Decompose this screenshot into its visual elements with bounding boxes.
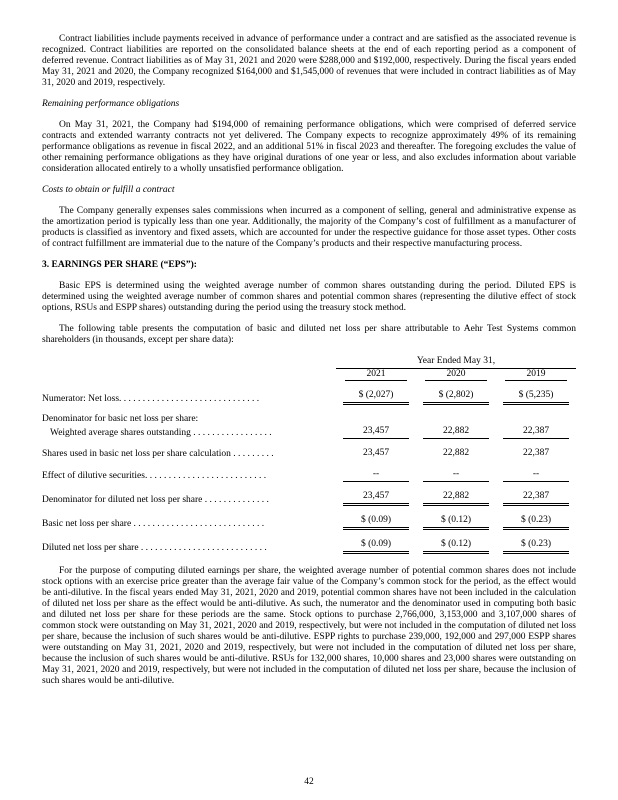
table-year-header-row: [42, 369, 576, 381]
row-label: Effect of dilutive securities. . . . . . . . . . . . . . . . . . . . . . . . . .: [42, 471, 267, 481]
cell-value: $ (0.09): [343, 515, 409, 530]
table-row-diluted-net-loss-per-share: [42, 530, 576, 554]
page-number: 42: [304, 777, 314, 787]
table-row-denominator-diluted: [42, 482, 576, 506]
year-column-2020: 2020: [425, 369, 487, 381]
cell-value: $ (5,235): [503, 390, 569, 405]
cell-value: $ (0.23): [503, 515, 569, 530]
cell-value: 23,457: [362, 448, 390, 458]
paragraph-antidilutive: For the purpose of computing diluted earnings per share, the weighted average number of potential common shares does not include stock options with an exercise price greater than the average fair value of the Company’s common stock for the period, as the effect would be anti-dilutive. In the fiscal years ended May 31, 2021, 2020 and 2019, potential common shares have not been included in the calculation of diluted net loss per share as the effect would be anti-dilutive. As such, the numerator and the denominator used in computing both basic and diluted net loss per share for these periods are the same. Stock options to purchase 2,766,000, 3,153,000 and 3,107,000 shares of common stock were outstanding on May 31, 2021, 2020 and 2019, respectively, but were not included in the computation of diluted net loss per share, because the inclusion of such shares would be anti-dilutive. ESPP rights to purchase 239,000, 192,000 and 297,000 ESPP shares were outstanding on May 31, 2021, 2020 and 2019, respectively, but were not included in the computation of diluted net loss per share, because the inclusion of such shares would be anti-dilutive. RSUs for 132,000 shares, 10,000 shares and 23,000 shares were outstanding on May 31, 2021, 2020 and 2019, respectively, but were not included in the computation of diluted net loss per share, because the inclusion of such shares would be anti-dilutive.: [42, 566, 576, 686]
table-span-header: Year Ended May 31,: [336, 356, 576, 369]
table-row-shares-used-basic: [42, 439, 576, 460]
paragraph-remaining-performance-obligations: On May 31, 2021, the Company had $194,000 of remaining performance obligations, which were comprised of deferred service contracts and extended warranty contracts not yet delivered. The Company expects to recognize approximately 49% of its remaining performance obligations as revenue in fiscal 2022, and an additional 51% in fiscal 2023 and thereafter. The foregoing excludes the value of other remaining performance obligations as they have original durations of one year or less, and also excludes information about variable consideration allocated entirely to a wholly unsatisfied performance obligation.: [42, 120, 576, 174]
row-label: Diluted net loss per share . . . . . . . . . . . . . . . . . . . . . . . . . . .: [42, 543, 267, 553]
table-row-basic-net-loss-per-share: [42, 506, 576, 530]
row-label: Basic net loss per share . . . . . . . . . . . . . . . . . . . . . . . . . . . .: [42, 519, 265, 529]
subheading-costs-to-obtain-contract: Costs to obtain or fulfill a contract: [42, 185, 175, 195]
row-label: Shares used in basic net loss per share calculation . . . . . . . . .: [42, 449, 274, 459]
cell-value: $ (2,027): [343, 390, 409, 405]
paragraph-costs-to-obtain-contract: The Company generally expenses sales commissions when incurred as a component of selling, general and administrative expense as the amortization period is typically less than one year. Additionally, the majority of the Company’s cost of fulfillment as a manufacturer of products is classified as inventory and fixed assets, which are accounted for under the respective guidance for those asset types. Other costs of contract fulfillment are immaterial due to the nature of the Company’s products and their respective manufacturing process.: [42, 206, 576, 249]
cell-value: --: [423, 469, 489, 482]
cell-value: --: [343, 469, 409, 482]
cell-value: 22,387: [503, 491, 569, 506]
year-column-2019: 2019: [505, 369, 567, 381]
paragraph-table-intro: The following table presents the computation of basic and diluted net loss per share attributable to Aehr Test Systems common shareholders (in thousands, except per share data):: [42, 324, 576, 345]
cell-value: 22,387: [503, 426, 569, 439]
subheading-remaining-performance-obligations: Remaining performance obligations: [42, 99, 180, 109]
paragraph-contract-liabilities: Contract liabilities include payments received in advance of performance under a contract and are satisfied as the associated revenue is recognized. Contract liabilities are reported on the consolidated balance sheets at the end of each reporting period as a component of deferred revenue. Contract liabilities as of May 31, 2021 and 2020 were $288,000 and $192,000, respectively. During the fiscal years ended May 31, 2021 and 2020, the Company recognized $164,000 and $1,545,000 of revenues that were included in contract liabilities as of May 31, 2020 and 2019, respectively.: [42, 34, 576, 88]
cell-value: $ (2,802): [423, 390, 489, 405]
table-row-effect-dilutive-securities: [42, 460, 576, 482]
cell-value: 22,882: [442, 448, 470, 458]
cell-value: 22,387: [522, 448, 550, 458]
cell-value: 23,457: [343, 426, 409, 439]
cell-value: $ (0.09): [343, 539, 409, 554]
row-label: Denominator for diluted net loss per share . . . . . . . . . . . . . .: [42, 495, 269, 505]
year-column-2021: 2021: [345, 369, 407, 381]
cell-value: --: [503, 469, 569, 482]
section-heading-earnings-per-share: 3. EARNINGS PER SHARE (“EPS”):: [42, 260, 197, 270]
table-span-header-row: [42, 356, 576, 369]
cell-value: 22,882: [423, 491, 489, 506]
cell-value: 22,882: [423, 426, 489, 439]
row-label: Denominator for basic net loss per share:: [42, 414, 199, 424]
paragraph-eps-intro: Basic EPS is determined using the weighted average number of common shares outstanding during the period. Diluted EPS is determined using the weighted average number of common shares and potential common shares (representing the dilutive effect of stock options, RSUs and ESPP shares) outstanding during the period using the treasury stock method.: [42, 281, 576, 313]
cell-value: 23,457: [343, 491, 409, 506]
row-label: Numerator: Net loss. . . . . . . . . . . . . . . . . . . . . . . . . . . . . .: [42, 394, 260, 404]
eps-computation-table: [42, 356, 576, 554]
table-row-numerator: [42, 381, 576, 405]
cell-value: $ (0.12): [423, 539, 489, 554]
row-label: Weighted average shares outstanding . . . . . . . . . . . . . . . . .: [50, 428, 272, 438]
cell-value: $ (0.12): [423, 515, 489, 530]
table-row-weighted-average-shares: [42, 425, 576, 439]
table-row-denominator-basic-label: [42, 405, 576, 425]
cell-value: $ (0.23): [503, 539, 569, 554]
